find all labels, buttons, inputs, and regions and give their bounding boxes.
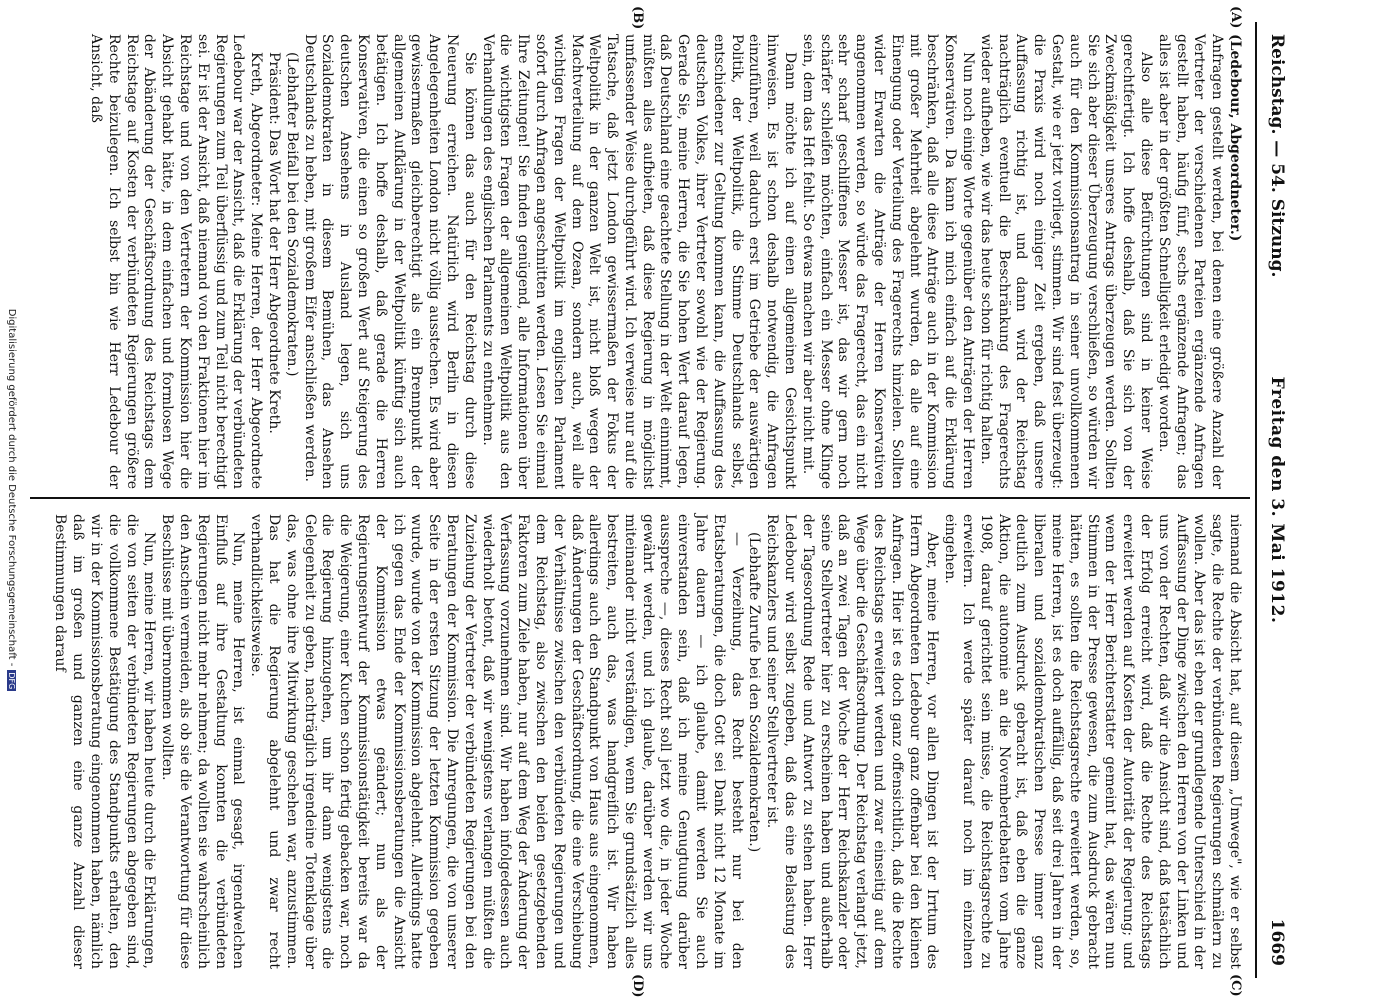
right-column-paragraph: Nun, meine Herren, ist einmal gesagt, irgendwelchen Einfluß auf ihre Gestaltung konnten die verbündeten Regierungen nicht mehr nehmen; da wollten sie wahrscheinlich den Anschein vermeiden, als ob sie die Verantwortung für diese Beschlüsse mit übernommen wollten.	[159, 514, 247, 969]
column-divider	[30, 497, 1250, 499]
margin-marker-a: (A)	[1228, 6, 1243, 29]
margin-marker-b: (B)	[630, 6, 645, 30]
margin-marker-c: (C)	[1228, 974, 1243, 997]
page-footer	[6, 0, 17, 1000]
footer-text: Digitalisierung gefördert durch die Deutsche Forschungsgemeinschaft -	[6, 308, 17, 667]
page-header	[1255, 22, 1295, 978]
left-column-paragraph: Anfragen gestellt werden, bei denen eine größere Anzahl der Vertreter der verschiedenen Parteien ergänzende Anfragen gestellt haben, häufig fünf, sechs ergänzende Anfragen; das alles ist aber in der größten Schnelligkeit erledigt worden.	[1155, 34, 1226, 489]
rotated-page	[5, 0, 1305, 1000]
left-column-paragraph: Präsident: Das Wort hat der Herr Abgeordnete Kreth.	[265, 52, 282, 434]
left-column-paragraph: Kreth, Abgeordneter: Meine Herren, der Herr Abgeordnete Ledebour war der Ansicht, daß die Erklärung der verbündeten Regierungen zum Teil überflüssig und zum Teil nicht berechtigt sei. Er ist der Ansicht, daß niemand von den Fraktionen hier im Reichstage und von den Vertretern der Kommission hier die Absicht gehabt hätte, in dem einfachen und formlosen Wege der Abänderung der Geschäftsordnung des Reichstags dem Reichstage auf Kosten der verbündeten Regierungen größere Rechte beizulegen. Ich selbst bin wie Herr Ledebour der Ansicht, daß	[88, 34, 265, 489]
left-column-paragraph: Sie können das auch für den Reichstag durch diese Neuerung erreichen. Natürlich wird Berlin in diesen Angelegenheiten London nicht völlig ausstechen. Es wird aber gewissermaßen gleichberechtigt als ein Brennpunkt der allgemeinen Aufklärung in der Weltpolitik künftig sich auch betätigen. Ich hoffe deshalb, daß gerade die Herren Konservativen, die einen so großen Wert auf Steigerung des deutschen Ansehens in Ausland legen, sich uns Sozialdemokraten in diesem Bemühen, das Ansehen Deutschlands zu heben, mit großem Eifer anschließen werden.	[301, 34, 478, 489]
left-column-paragraph: (Lebhafter Beifall bei den Sozialdemokraten.)	[283, 52, 300, 377]
right-column-paragraph: Nun, meine Herren, wir haben heute durch die Erklärungen, die von seiten der verbündeten Regierungen abgegeben sind, die vollkommene Bestätigung des Standpunkts erhalten, den wir in der Kommissionsberatung eingenommen haben, nämlich daß im großen und ganzen eine ganze Anzahl dieser Bestimmungen darauf	[52, 514, 158, 969]
margin-marker-d: (D)	[630, 974, 645, 998]
right-column-paragraph: Aber, meine Herren, vor allen Dingen ist der Irrtum des Herrn Abgeordneten Ledebour ganz offenbar bei den kleinen Anfragen. Hier ist es doch ganz offensichtlich, daß die Rechte des Reichstags erweitert werden und zwar einseitig auf dem Wege über die Geschäftsordnung. Der Reichstag verlangt jetzt, daß an zwei Tagen der Woche der Herr Reichskanzler oder seine Stellvertreter hier zu erscheinen haben und außerhalb der Tagesordnung Rede und Antwort zu stehen haben. Herr Ledebour wird selbst zugeben, daß das eine Belastung des Reichskanzlers und seiner Stellvertreter ist.	[764, 514, 941, 969]
right-column-paragraph: — Verzeihung, das Recht besteht nur bei den Etatsberatungen, die doch Gott sei Dank nicht 12 Monate im Jahre dauern — ich glaube, damit werden Sie auch einverstanden sein, daß ich meine Genugtuung darüber ausspreche —, dieses Recht soll jetzt wo die, in jeder Woche gewährt werden, und ich glaube, darüber werden wir uns miteinander nicht verständigen, wenn Sie grundsätzlich alles bestreiten, auch das, was handgreiflich ist. Wir haben allerdings auch den Standpunkt von Haus aus eingenommen, daß Änderungen der Geschäftsordnung, die eine Verschiebung der Verhältnisse zwischen den verbündeten Regierungen und dem Reichstag, also zwischen den beiden gesetzgebenden Faktoren zum Ziele haben, nur auf dem Weg der Änderung der Verfassung vorzunehmen sind. Wir haben infolgedessen auch wiederholt betont, daß wir wenigstens verlangen müßten die Zuziehung der Vertreter der verbündeten Regierungen bei den Beratungen der Kommission. Die Anregungen, die von unserer Seite in der ersten Sitzung der letzten Kommission gegeben wurde, wurde von der Kommission abgelehnt. Allerdings hatte ich gegen das Ende der Kommissionsberatungen die Ansicht der Kommission etwas geändert; nun als der Regierungsentwurf der Kommissionstätigkeit bereits war da die Weigerung, einer Kuchen schon fertig gebacken war, noch die Regierung hinzugehen, um ihr dann wenigstens die Gelegenheit zu geben, nachträglich irgendeine Totenklage über das, was ohne ihre Mitwirkung geschehen war, anzustimmen. Das hat die Regierung abgelehnt und zwar recht verhandlichkeitsweise.	[248, 514, 745, 969]
left-column-paragraph: Dann möchte ich auf einen allgemeinen Gesichtspunkt hinweisen. Es ist schon deshalb notwendig, die Anfragen einzuführen, weil dadurch erst im Getriebe der auswärtigen Politik, der Weltpolitik, die Stimme Deutschlands selbst, entschiedener zur Geltung kommen kann, die Auffassung des deutschen Volkes, ihrer Vertreter sowohl wie der Regierung. Gerade Sie, meine Herren, die Sie hohen Wert darauf legen, daß Deutschland eine geachtete Stellung in der Welt einnimmt, müßten alles aufbieten, daß diese Regierung in möglichst umfassender Weise durchgeführt wird. Ich verweise nur auf die Tatsache, daß jetzt London gewissermaßen der Fokus der Weltpolitik in der ganzen Welt ist, nicht bloß wegen der Machtverteilung auf dem Ozean, sondern auch, weil alle wichtigen Fragen der Weltpolitik im englischen Parlament sofort durch Anfragen angeschnitten werden. Lesen Sie einmal Ihre Zeitungen! Sie finden genügend, alle Informationen über die wichtigsten Fragen der allgemeinen Weltpolitik aus den Verhandlungen des englischen Parlaments zu entnehmen.	[479, 34, 799, 489]
right-column	[51, 514, 1243, 969]
dfg-logo: DFG	[7, 672, 16, 690]
page-number: 1669	[1267, 918, 1287, 966]
left-column-paragraph: Nun noch einige Worte gegenüber den Anträgen der Herren Konservativen. Da kann ich mich einfach auf die Erklärung beschränken, daß alle diese Anträge auch in der Kommission mit großer Mehrheit abgelehnt wurden, da alle auf eine Einengung oder Verteilung des Fragerechts hinzielen. Sollten wider Erwarten die Anträge der Herren Konservativen angenommen werden, so würde das Fragerecht, das ein nicht sehr scharf geschliffenes Messer ist, das wir gern noch schärfer schleifen möchten, einfach ein Messer ohne Klinge sein, dem das Heft fehlt. So etwas machen wir aber nicht mit.	[799, 34, 977, 489]
right-column-paragraph: (Lebhafte Zurufe bei den Sozialdemokraten.)	[746, 532, 763, 853]
right-column-paragraph: niemand die Absicht hat, auf diesem „Umwege", wie er selbst sagte, die Rechte der verbündeten Regierungen schmälern zu wollen. Aber das ist eben der grundlegende Unterschied in der Auffassung der Dinge zwischen den Herren von der Linken und uns von der Rechten, daß wir die Ansicht sind, daß tatsächlich der Erfolg erreicht wird, daß die Rechte des Reichstags erweitert werden auf Kosten der Autorität der Regierung; und wenn der Herr Berichterstatter gemeint hat, das wären nun Stimmen in der Presse gewesen, die zum Ausdruck gebracht hätten, es sollten die Reichstagsrechte erweitert werden, so, meine Herren, ist es doch auffällig, daß seit drei Jahren in der liberalen und sozialdemokratischen Presse immer ganz deutlich zum Ausdruck gebracht ist, daß eben die ganze Aktion, die autonomie an die Novemberdebatten vom Jahre 1908, darauf gerichtet sein müsse, die Reichstagsrechte zu erweitern. Ich werde später darauf noch im einzelnen eingehen.	[942, 514, 1243, 969]
left-column	[86, 34, 1243, 489]
header-session: Reichstag. — 54. Sitzung.	[1267, 34, 1287, 278]
header-date: Freitag den 3. Mai 1912.	[1267, 376, 1287, 624]
left-column-paragraph: (Ledebour, Abgeordneter.)	[1227, 34, 1243, 242]
left-column-paragraph: Also alle diese Befürchtungen sind in keiner Weise gerechtfertigt. Ich hoffe deshalb, daß Sie sich von der Zweckmäßigkeit unseres Antrags überzeugen werden. Sollten Sie sich aber dieser Überzeugung verschließen, so würden wir auch für den Kommissionsantrag in seiner unvollkommenen Gestalt, wie er jetzt vorliegt, stimmen. Wir sind fest überzeugt: die Praxis wird noch einiger Zeit ergeben, daß unsere Auffassung richtig ist, und dann wird der Reichstag nachträglich eventuell die Beschränkung des Fragerechts wieder aufheben, wie wir das heute schon für richtig halten.	[977, 34, 1155, 489]
